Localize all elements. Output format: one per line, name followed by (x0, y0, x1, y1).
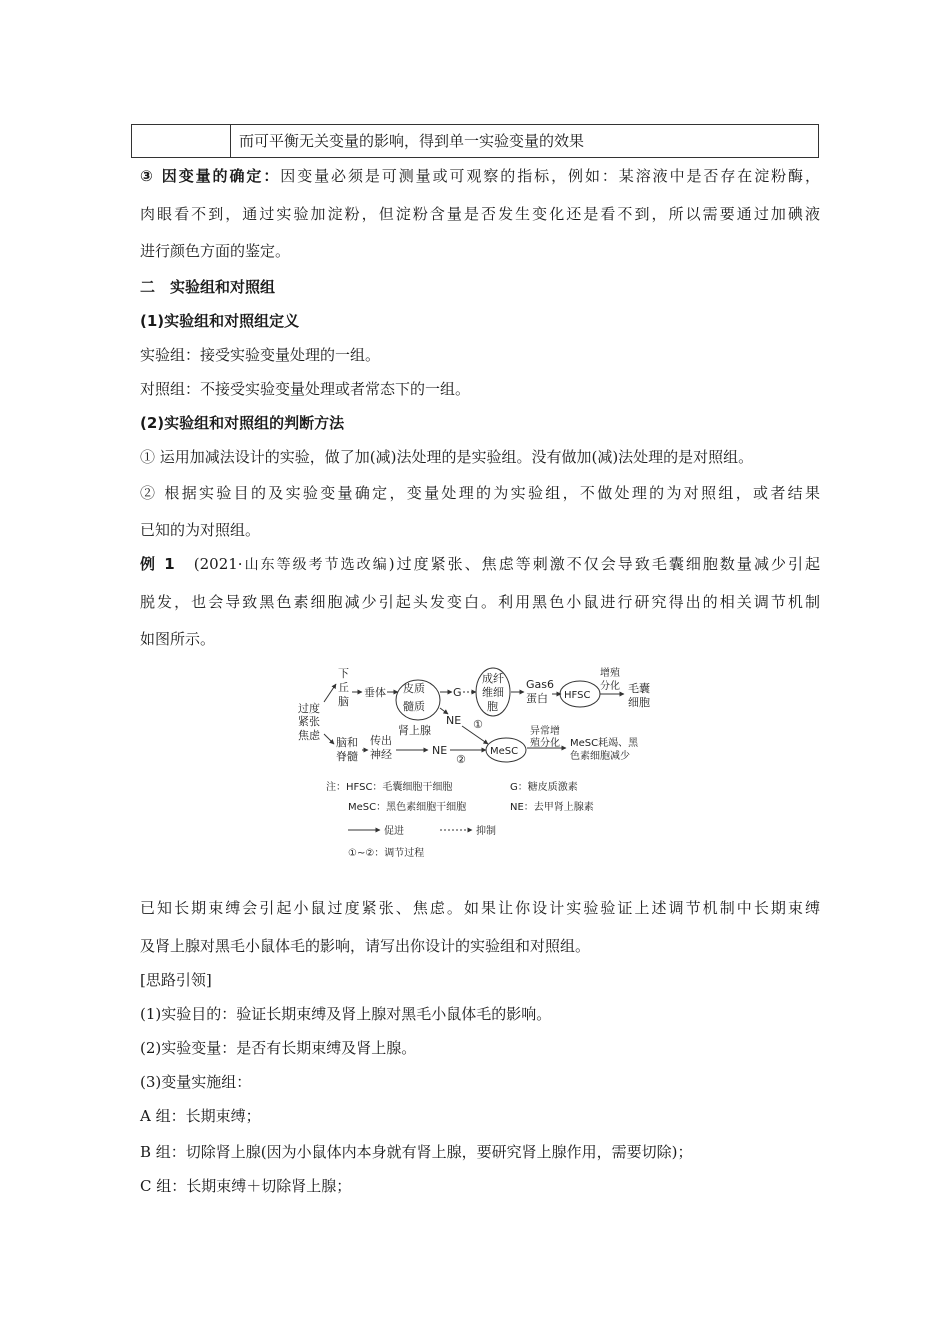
node-efferent-2: 神经 (370, 748, 392, 761)
node-fibro-1: 成纤 (482, 672, 504, 685)
node-mesc: MeSC (490, 746, 519, 757)
node-adrenal: 肾上腺 (398, 724, 431, 737)
para-ctrl-group: 对照组：不接受实验变量处理或者常态下的一组。 (140, 380, 471, 398)
para-text: 因变量必须是可测量或可观察的指标，例如：某溶液中是否存在淀粉酶， (280, 167, 820, 185)
node-fibro-2: 维细 (482, 686, 504, 699)
node-result-2: 色素细胞减少 (570, 751, 630, 762)
example-label: 例 1 (140, 555, 175, 573)
node-medulla: 髓质 (403, 700, 425, 713)
question-line2: 及肾上腺对黑毛小鼠体毛的影响，请写出你设计的实验组和对照组。 (140, 937, 591, 955)
node-stress-2: 紧张 (298, 715, 320, 728)
node-hair-2: 细胞 (628, 696, 650, 709)
arrow-stress-hypothalamus (324, 684, 336, 702)
question-line1: 已知长期束缚会引起小鼠过度紧张、焦虑。如果让你设计实验验证上述调节机制中长期束缚 (140, 899, 820, 917)
label-abnormal-2: 殖分化 (530, 738, 560, 749)
label-abnormal-1: 异常增 (530, 726, 560, 737)
note-ne: NE：去甲肾上腺素 (510, 802, 594, 813)
node-gas6-1: Gas6 (526, 678, 554, 691)
label-process-1: ① (473, 718, 483, 731)
table-cell-text: 而可平衡无关变量的影响，得到单一实验变量的效果 (239, 132, 585, 150)
legend-inhibit: 抑制 (476, 826, 496, 837)
section-heading: 二 实验组和对照组 (140, 278, 276, 296)
table-fragment (131, 124, 819, 158)
label-prolif-1: 增殖 (600, 668, 620, 679)
node-efferent-1: 传出 (370, 734, 392, 747)
guide-group-c: C 组：长期束缚＋切除肾上腺； (140, 1177, 352, 1195)
guide-title: [思路引领] (140, 971, 212, 989)
para-method-1: ① 运用加减法设计的实验，做了加(减)法处理的是实验组。没有做加(减)法处理的是对照组。 (140, 448, 754, 466)
example-text: )过度紧张、焦虑等刺激不仅会导致毛囊细胞数量减少引起 (388, 555, 820, 573)
node-brain-2: 脊髓 (336, 750, 358, 763)
legend-promote: 促进 (384, 826, 404, 837)
note-hfsc: 注：HFSC：毛囊细胞干细胞 (326, 782, 453, 793)
subheading-method: (2)实验组和对照组的判断方法 (140, 414, 345, 432)
node-stress-1: 过度 (298, 702, 320, 715)
regulation-diagram (290, 662, 690, 867)
para-dependent-variable-line3: 进行颜色方面的鉴定。 (140, 242, 291, 260)
example-year: (2021· (193, 555, 243, 573)
para-label: ③ 因变量的确定： (140, 167, 281, 185)
node-hfsc: HFSC (564, 690, 591, 701)
example-line3: 如图所示。 (140, 630, 216, 648)
guide-variable: (2)实验变量：是否有长期束缚及肾上腺。 (140, 1039, 417, 1057)
guide-aim: (1)实验目的：验证长期束缚及肾上腺对黑毛小鼠体毛的影响。 (140, 1005, 552, 1023)
example-source: 山东等级考节选改编 (242, 557, 389, 573)
guide-group-b: B 组：切除肾上腺(因为小鼠体内本身就有肾上腺，要研究肾上腺作用，需要切除)； (140, 1143, 693, 1161)
legend-process: ①~②：调节过程 (348, 848, 425, 859)
note-g: G：糖皮质激素 (510, 782, 578, 793)
node-stress-3: 焦虑 (298, 729, 320, 742)
node-pituitary: 垂体 (364, 686, 386, 699)
guide-group-a: A 组：长期束缚； (140, 1107, 261, 1125)
para-dependent-variable-line2: 肉眼看不到，通过实验加淀粉，但淀粉含量是否发生变化还是看不到，所以需要通过加碘液 (140, 205, 820, 223)
node-ne-1: NE (446, 714, 462, 727)
node-cortex: 皮质 (403, 682, 425, 695)
node-hair-1: 毛囊 (628, 682, 650, 695)
node-hypothalamus-3: 脑 (338, 695, 349, 708)
node-result-1: MeSC耗竭、黑 (570, 738, 639, 749)
node-gas6-2: 蛋白 (526, 692, 548, 705)
label-prolif-2: 分化 (600, 681, 620, 692)
node-fibro-3: 胞 (487, 700, 498, 713)
note-mesc: MeSC：黑色素细胞干细胞 (348, 802, 467, 813)
node-ne-2: NE (432, 744, 448, 757)
node-hypothalamus-1: 下 (338, 667, 349, 680)
para-method-2-line1: ② 根据实验目的及实验变量确定，变量处理的为实验组，不做处理的为对照组，或者结果 (140, 484, 820, 502)
para-exp-group: 实验组：接受实验变量处理的一组。 (140, 346, 381, 364)
node-g: G (453, 686, 462, 699)
example-line2: 脱发，也会导致黑色素细胞减少引起头发变白。利用黑色小鼠进行研究得出的相关调节机制 (140, 593, 820, 611)
para-dependent-variable-line1 (140, 166, 820, 186)
node-hypothalamus-2: 丘 (338, 681, 349, 694)
table-cell-empty (132, 125, 231, 157)
label-process-2: ② (456, 753, 466, 766)
subheading-definition: (1)实验组和对照组定义 (140, 312, 300, 330)
para-method-2-line2: 已知的为对照组。 (140, 521, 261, 539)
node-brain-1: 脑和 (336, 736, 358, 749)
example-line1 (140, 554, 820, 575)
arrow-stress-brain (324, 734, 334, 744)
guide-groups: (3)变量实施组： (140, 1073, 252, 1091)
